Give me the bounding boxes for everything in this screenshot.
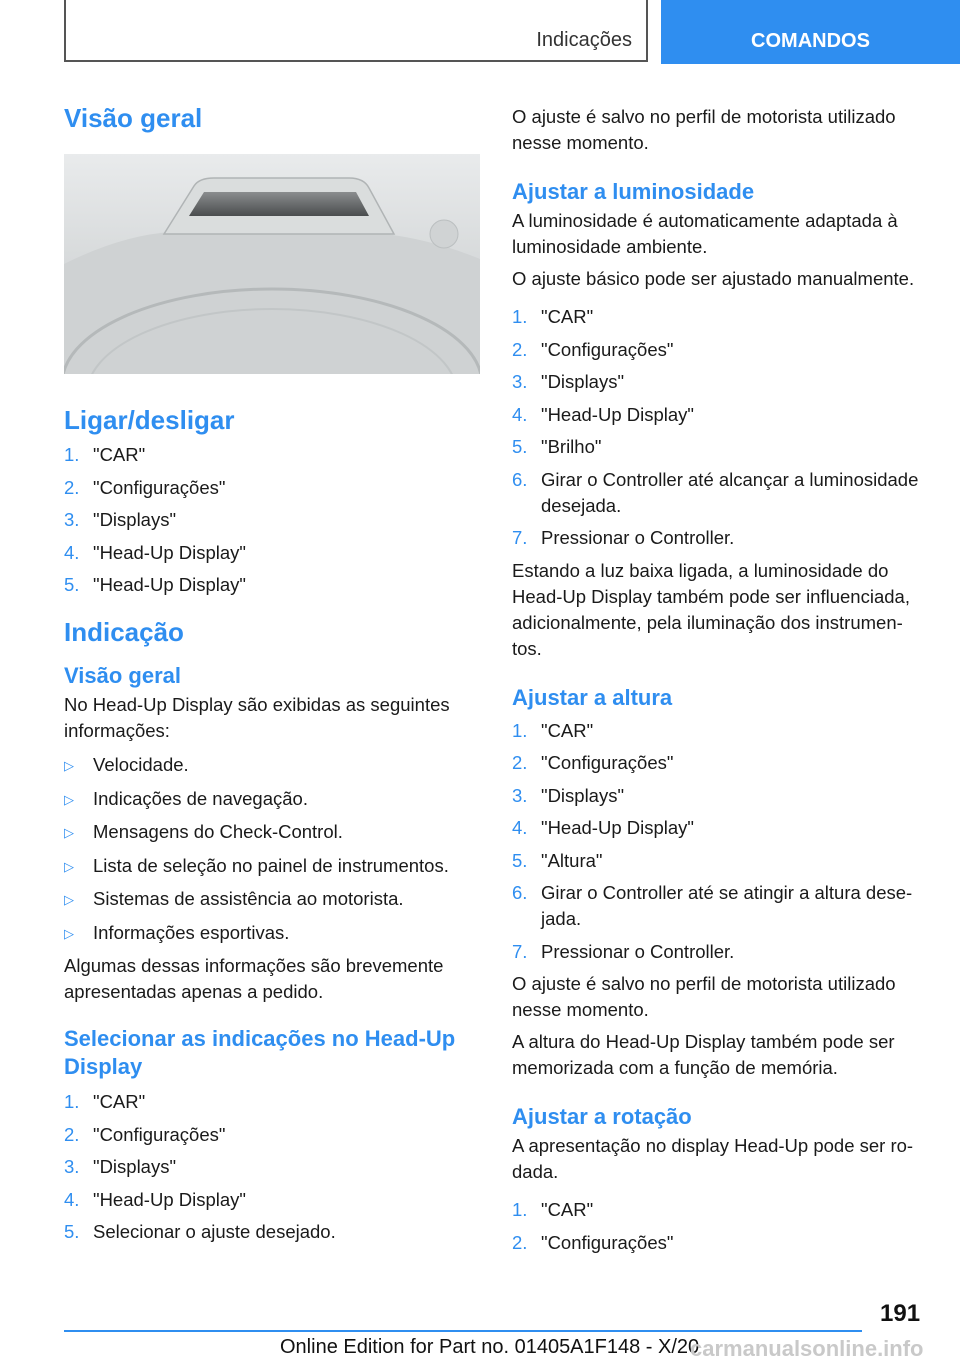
list-item: 5. Selecionar o ajuste desejado. [64,1221,336,1242]
list-item: 1. "CAR" [512,1199,594,1220]
list-item: 2. "Configurações" [64,1123,226,1145]
list-item: 1. "CAR" [64,444,146,465]
triangle-bullet-icon: ▷ [64,925,74,941]
list-item: 1. "CAR" [512,306,594,327]
subheading-overview: Visão geral [64,663,181,688]
list-item: 3. "Displays" [512,371,625,392]
subheading-select: Selecionar as indicações no Head-Up Display [64,1026,456,1079]
subheading-rotation: Ajustar a rotação [512,1104,692,1129]
list-item: 6. Girar o Controller até alcançar a luminosidade desejada. [512,468,919,516]
list-item: 2. "Configurações" [512,752,674,773]
subheading-brightness: Ajustar a luminosidade [512,179,755,204]
list-item: ▷ Mensagens do Check-Control. [64,819,480,846]
list-item: 4. "Head-Up Display" [512,817,694,838]
head-up-display-photo [64,154,480,374]
list-item: 7. Pressionar o Controller. [512,527,735,548]
overview-note: Algumas dessas informações são brevemente apresentadas apenas a pedido. [64,955,444,1002]
header-tab[interactable]: COMANDOS [661,0,960,64]
list-item: ▷ Sistemas de assistência ao motorista. [64,886,480,913]
list-item: ▷ Velocidade. [64,752,480,779]
brightness-steps [512,304,928,551]
rotation-text: A apresentação no display Head-Up pode ser ro-dada. [512,1135,914,1182]
heading-overview: Visão geral [64,103,203,133]
select-steps [64,1089,480,1245]
footer-divider [64,1330,862,1332]
list-item: 6. Girar o Controller até se atingir a altura dese-jada. [512,882,913,929]
height-steps [512,718,928,965]
right-column [512,104,928,1262]
heading-indication: Indicação [64,617,184,647]
triangle-bullet-icon: ▷ [64,892,74,907]
list-item: 7. Pressionar o Controller. [512,940,735,962]
list-item: 5. "Brilho" [512,436,602,457]
brightness-text-2: O ajuste básico pode ser ajustado manualmente. [512,268,915,289]
dashboard-illustration [64,154,480,374]
watermark: carmanualsonline.info [690,1336,924,1361]
list-item: 3. "Displays" [512,784,625,806]
list-item: 5. "Altura" [512,849,603,871]
list-item: 3. "Displays" [64,509,177,530]
header-section: Indicações [536,29,632,51]
triangle-bullet-icon: ▷ [64,791,74,807]
overview-bullets [64,752,480,947]
triangle-bullet-icon: ▷ [64,758,74,773]
list-item: 4. "Head-Up Display" [64,1188,246,1210]
height-note-1: O ajuste é salvo no perfil de motorista utilizado nesse momento. [512,973,896,1020]
brightness-text-1: A luminosidade é automaticamente adaptada à luminosidade ambiente. [512,210,898,257]
list-item: 1. "CAR" [64,1091,146,1112]
list-item: 4. "Head-Up Display" [64,541,246,563]
heading-onoff: Ligar/desligar [64,405,235,435]
list-item: 2. "Configurações" [512,338,674,360]
brightness-note: Estando a luz baixa ligada, a luminosidade do Head-Up Display também pode ser influenciada, adicionalmente, pela iluminação dos instrumen-tos. [512,559,910,659]
list-item: 2. "Configurações" [64,476,226,498]
list-item: ▷ Informações esportivas. [64,920,480,947]
overview-text: No Head-Up Display são exibidas as seguintes informações: [64,694,450,741]
list-item: ▷ Lista de seleção no painel de instrumentos. [64,853,480,880]
list-item: ▷ Indicações de navegação. [64,786,480,813]
list-item: 1. "CAR" [512,719,594,741]
footer-edition: Online Edition for Part no. 01405A1F148 - X/20 [280,1336,700,1358]
triangle-bullet-icon: ▷ [64,858,74,874]
list-item: 3. "Displays" [64,1156,177,1177]
height-note-2: A altura do Head-Up Display também pode ser memorizada com a função de memória. [512,1031,895,1078]
triangle-bullet-icon: ▷ [64,825,74,840]
list-item: 5. "Head-Up Display" [64,574,246,595]
page-number: 191 [880,1300,921,1327]
subheading-height: Ajustar a altura [512,684,673,710]
rotation-steps [512,1197,928,1256]
intro-text: O ajuste é salvo no perfil de motorista utilizado nesse momento. [512,106,896,153]
list-item: 2. "Configurações" [512,1231,674,1253]
list-item: 4. "Head-Up Display" [512,403,694,425]
left-column [64,96,480,1252]
header-box [64,0,648,62]
onoff-steps [64,442,480,598]
